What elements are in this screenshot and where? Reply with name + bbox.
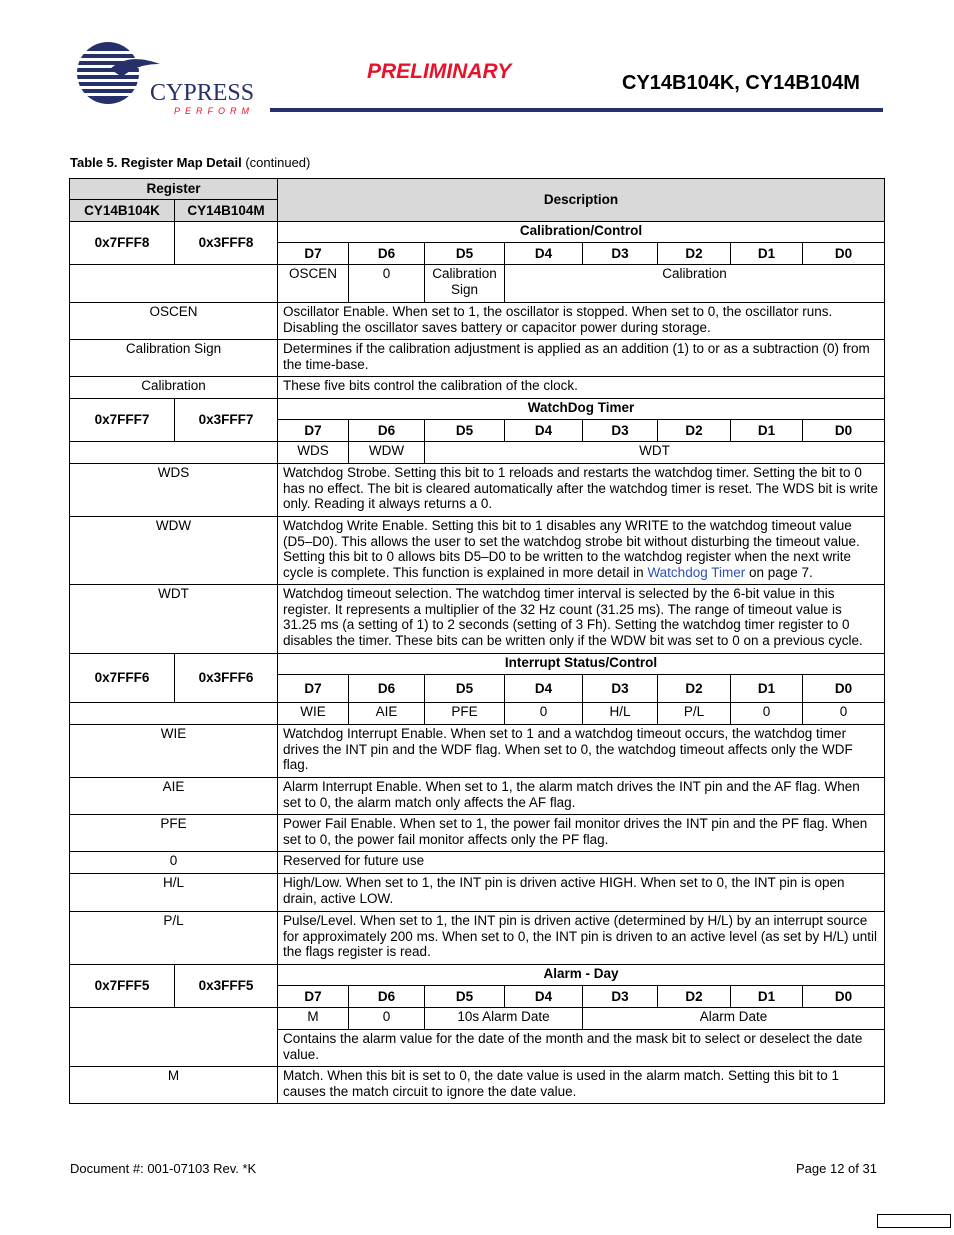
address-m: 0x3FFF5 (175, 965, 278, 1008)
logo-tagline: PERFORM (174, 106, 254, 116)
field-name: H/L (70, 874, 278, 912)
field-wie: WIE (278, 703, 349, 725)
field-row-spacer (70, 265, 278, 303)
bit-d5: D5 (425, 986, 505, 1008)
bit-d6: D6 (349, 986, 425, 1008)
field-row-spacer (70, 442, 278, 464)
field-oscen: OSCEN (278, 265, 349, 303)
bit-d0: D0 (803, 243, 885, 265)
feedback-box (877, 1214, 951, 1228)
bit-d1: D1 (731, 243, 803, 265)
field-name: P/L (70, 912, 278, 965)
field-pl: P/L (658, 703, 731, 725)
description-text: Watchdog Write Enable. Setting this bit to 1 disables any WRITE to the watchdog timeout value (D5–D0). This allows the user to set the watchdog strobe bit without disturbing the timeout value. Setting this bit to 0 allows bits D5–D0 to be written to the watchdog register when the next write cycle is complete. This function is explained in more detail in (283, 518, 860, 580)
page-number: Page 12 of 31 (796, 1161, 877, 1176)
bit-d3: D3 (583, 986, 658, 1008)
field-description: Watchdog Interrupt Enable. When set to 1 and a watchdog timeout occurs, the watchdog timer drives the INT pin and the WDF flag. When set to 0, the watchdog timeout affects only the WDF flag. (278, 725, 885, 778)
bit-d3: D3 (583, 243, 658, 265)
field-description: Power Fail Enable. When set to 1, the power fail monitor drives the INT pin and the PF flag. When set to 0, the power fail monitor affects only the PF flag. (278, 815, 885, 852)
address-k: 0x7FFF5 (70, 965, 175, 1008)
field-aie: AIE (349, 703, 425, 725)
field-hl: H/L (583, 703, 658, 725)
field-wdw: WDW (349, 442, 425, 464)
field-description: Watchdog timeout selection. The watchdog timer interval is selected by the 6-bit value in this register. It represents a multiplier of the 32 Hz count (31.25 ms). The range of timeout value is 31.25 ms (a setting of 1) to 2 seconds (setting of 3 Fh). Setting the watchdog timer register to 0 disables the timer. These bits can be written only if the WDW bit was set to 0 on a previous cycle. (278, 585, 885, 654)
bit-d1: D1 (731, 420, 803, 442)
bit-d7: D7 (278, 675, 349, 703)
address-k: 0x7FFF7 (70, 399, 175, 442)
address-k: 0x7FFF6 (70, 654, 175, 703)
preliminary-label: PRELIMINARY (367, 60, 512, 83)
register-description: Contains the alarm value for the date of the month and the mask bit to select or deselect the date value. (278, 1030, 885, 1067)
address-m: 0x3FFF7 (175, 399, 278, 442)
header-description: Description (278, 179, 885, 222)
address-m: 0x3FFF8 (175, 222, 278, 265)
field-description: Reserved for future use (278, 852, 885, 874)
field-name: WDS (70, 464, 278, 517)
bit-d7: D7 (278, 986, 349, 1008)
bit-d4: D4 (505, 420, 583, 442)
bit-d2: D2 (658, 986, 731, 1008)
field-zero: 0 (349, 1008, 425, 1030)
bit-d0: D0 (803, 986, 885, 1008)
register-title: Interrupt Status/Control (278, 654, 885, 675)
register-title: WatchDog Timer (278, 399, 885, 420)
field-name: WDT (70, 585, 278, 654)
field-description: Oscillator Enable. When set to 1, the oscillator is stopped. When set to 0, the oscillator runs. Disabling the oscillator saves battery or capacitor power during storage. (278, 303, 885, 340)
caption-suffix: (continued) (241, 155, 311, 170)
field-zero: 0 (505, 703, 583, 725)
field-description: Determines if the calibration adjustment is applied as an addition (1) to or as a subtraction (0) from the time-base. (278, 340, 885, 377)
field-name: 0 (70, 852, 278, 874)
field-zero: 0 (349, 265, 425, 303)
bit-d7: D7 (278, 420, 349, 442)
field-name: Calibration (70, 377, 278, 399)
field-description: Alarm Interrupt Enable. When set to 1, the alarm match drives the INT pin and the AF flag. When set to 0, the alarm match only affects the AF flag. (278, 778, 885, 815)
field-wdt: WDT (425, 442, 885, 464)
bit-d6: D6 (349, 420, 425, 442)
bit-d1: D1 (731, 986, 803, 1008)
field-wds: WDS (278, 442, 349, 464)
field-m: M (278, 1008, 349, 1030)
bit-d6: D6 (349, 243, 425, 265)
header-register: Register (70, 179, 278, 200)
field-calibration-sign: Calibration Sign (425, 265, 505, 303)
bit-d3: D3 (583, 420, 658, 442)
field-description: These five bits control the calibration of the clock. (278, 377, 885, 399)
field-name: AIE (70, 778, 278, 815)
field-zero: 0 (803, 703, 885, 725)
field-description: Match. When this bit is set to 0, the date value is used in the alarm match. Setting this bit to 1 causes the match circuit to ignore the date value. (278, 1067, 885, 1104)
table-caption (70, 155, 310, 170)
watchdog-timer-link[interactable]: Watchdog Timer (647, 564, 746, 580)
register-title: Alarm - Day (278, 965, 885, 986)
field-name: PFE (70, 815, 278, 852)
register-title: Calibration/Control (278, 222, 885, 243)
bit-d5: D5 (425, 243, 505, 265)
bit-d4: D4 (505, 986, 583, 1008)
bit-d2: D2 (658, 420, 731, 442)
header-cy14b104m: CY14B104M (175, 200, 278, 222)
field-name: WDW (70, 517, 278, 585)
field-alarm-date: Alarm Date (583, 1008, 885, 1030)
address-m: 0x3FFF6 (175, 654, 278, 703)
field-description: Pulse/Level. When set to 1, the INT pin is driven active (determined by H/L) by an interrupt source for approximately 200 ms. When set to 0, the INT pin is driven to an active level (as set by H/L) until the flags register is read. (278, 912, 885, 965)
bit-d3: D3 (583, 675, 658, 703)
field-description: Watchdog Strobe. Setting this bit to 1 reloads and restarts the watchdog timer. Setting the bit to 0 has no effect. The bit is cleared automatically after the watchdog timer is reset. The WDS bit is write only. Reading it always returns a 0. (278, 464, 885, 517)
bit-d7: D7 (278, 243, 349, 265)
logo-wordmark: CYPRESS (150, 80, 255, 106)
bit-d6: D6 (349, 675, 425, 703)
address-k: 0x7FFF8 (70, 222, 175, 265)
field-zero: 0 (731, 703, 803, 725)
field-10s-alarm-date: 10s Alarm Date (425, 1008, 583, 1030)
register-map-table (69, 178, 885, 1104)
field-calibration: Calibration (505, 265, 885, 303)
cypress-logo (70, 42, 260, 118)
bit-d4: D4 (505, 243, 583, 265)
bit-d5: D5 (425, 420, 505, 442)
field-row-spacer (70, 1008, 278, 1067)
bit-d2: D2 (658, 243, 731, 265)
field-description: High/Low. When set to 1, the INT pin is driven active HIGH. When set to 0, the INT pin is open drain, active LOW. (278, 874, 885, 912)
field-row-spacer (70, 703, 278, 725)
bit-d4: D4 (505, 675, 583, 703)
bit-d5: D5 (425, 675, 505, 703)
header-rule (270, 108, 883, 112)
document-title: CY14B104K, CY14B104M (622, 72, 860, 94)
description-text: on page 7. (745, 564, 813, 580)
field-name: Calibration Sign (70, 340, 278, 377)
bit-d0: D0 (803, 420, 885, 442)
bit-d1: D1 (731, 675, 803, 703)
header-cy14b104k: CY14B104K (70, 200, 175, 222)
document-number: Document #: 001-07103 Rev. *K (70, 1161, 257, 1176)
field-description (278, 517, 885, 585)
field-name: WIE (70, 725, 278, 778)
bit-d2: D2 (658, 675, 731, 703)
bit-d0: D0 (803, 675, 885, 703)
field-name: M (70, 1067, 278, 1104)
field-pfe: PFE (425, 703, 505, 725)
caption-label: Table 5. Register Map Detail (70, 155, 242, 170)
field-name: OSCEN (70, 303, 278, 340)
